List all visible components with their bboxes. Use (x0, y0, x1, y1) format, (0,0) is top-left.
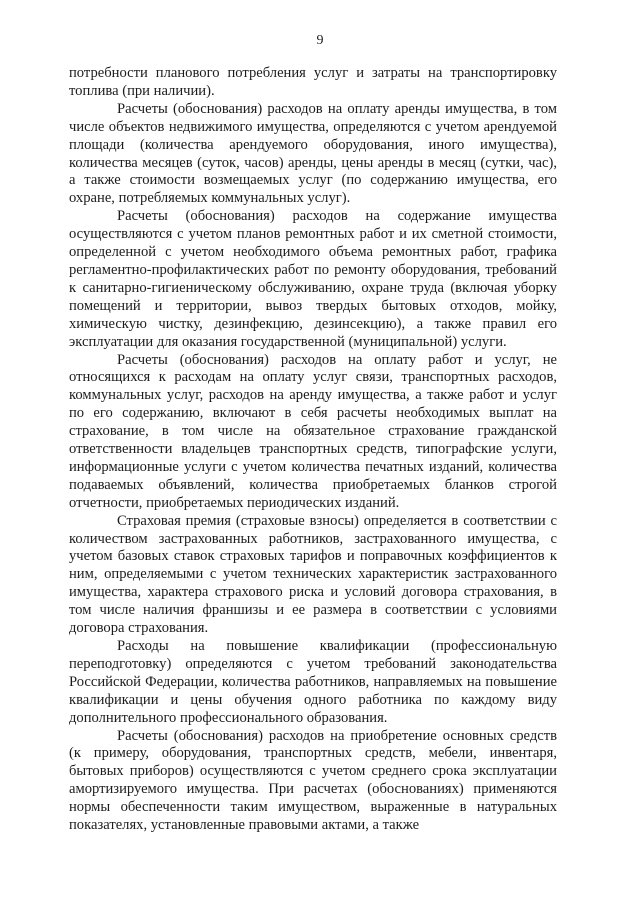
paragraph-continuation: потребности планового потребления услуг и затраты на транспортировку топлива (при наличии). (69, 65, 557, 99)
paragraph-fixed-assets: Расчеты (обоснования) расходов на приобретение основных средств (к примеру, оборудования, транспортных средств, мебели, инвентаря, бытовых приборов) осуществляются с учетом среднего срока эксплуатации амортизируемого имущества. При расчетах (обоснованиях) применяются нормы обеспеченности таким имуществом, выраженные в натуральных показателях, установленные правовыми актами, а также (69, 727, 557, 834)
paragraph-rent-expenses: Расчеты (обоснования) расходов на оплату аренды имущества, в том числе объектов недвижимого имущества, определяются с учетом арендуемой площади (количества арендуемого оборудования, иного имущества), количества месяцев (суток, часов) аренды, цены аренды в месяц (сутки, час), а также стоимости возмещаемых услуг (по содержанию имущества, его охране, потребляемых коммунальных услуг). (69, 100, 557, 207)
paragraph-professional-development: Расходы на повышение квалификации (профессиональную переподготовку) определяются с учетом требований законодательства Российской Федерации, количества работников, направляемых на повышение квалификации и цены обучения одного работника по каждому виду дополнительного профессионального образования. (69, 638, 557, 726)
paragraph-insurance-premium: Страховая премия (страховые взносы) определяется в соответствии с количеством застрахованных работников, застрахованного имущества, с учетом базовых ставок страховых тарифов и поправочных коэффициентов к ним, определяемыми с учетом технических характеристик застрахованного имущества, характера страхового риска и условий договора страхования, в том числе наличия франшизы и ее размера в соответствии с условиями договора страхования. (69, 512, 557, 637)
paragraph-property-maintenance: Расчеты (обоснования) расходов на содержание имущества осуществляются с учетом планов ремонтных работ и их сметной стоимости, определенной с учетом необходимого объема ремонтных работ, графика регламентно-профилактических работ по ремонту оборудования, требований к санитарно-гигиеническому обслуживанию, охране труда (включая уборку помещений и территории, вывоз твердых бытовых отходов, мойку, химическую чистку, дезинфекцию, дезинсекцию), а также правил его эксплуатации для оказания государственной (муниципальной) услуги. (69, 208, 557, 350)
paragraph-works-and-services: Расчеты (обоснования) расходов на оплату работ и услуг, не относящихся к расходам на оплату услуг связи, транспортных расходов, коммунальных услуг, расходов на аренду имущества, а также работ и услуг по его содержанию, включают в себя расчеты необходимых выплат на страхование, в том числе на обязательное страхование гражданской ответственности владельцев транспортных средств, типографские услуги, информационные услуги с учетом количества печатных изданий, количества подаваемых объявлений, количества приобретаемых бланков строгой отчетности, приобретаемых периодических изданий. (69, 351, 557, 511)
page-number: 9 (316, 33, 324, 48)
document-body (69, 65, 557, 835)
